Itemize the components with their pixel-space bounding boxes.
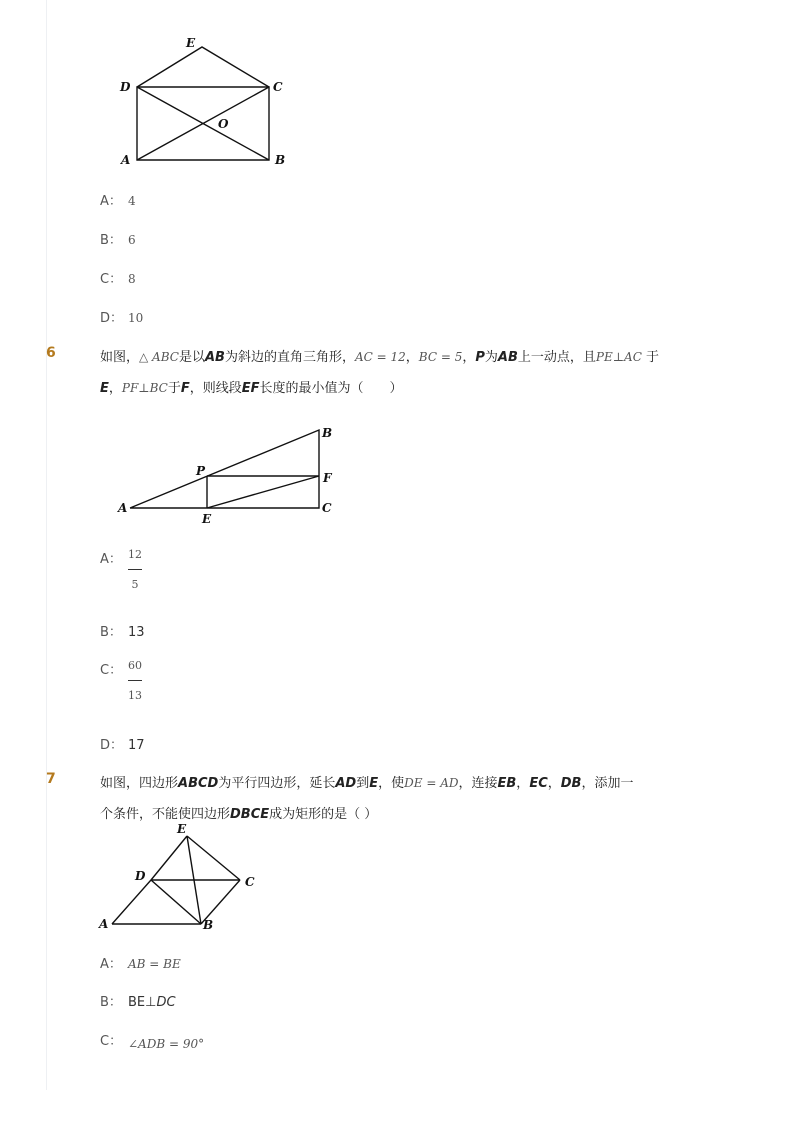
option-value: 10 [128,311,144,325]
q7-label-d: D [135,869,146,883]
option-value: 4 [128,194,136,208]
q5-option-d[interactable] [100,307,143,326]
option-value: AB = BE [128,957,181,971]
q6-label-b: B [322,426,333,440]
option-label: D： [100,738,124,753]
q6-option-a[interactable] [100,548,128,567]
fraction-denominator: 13 [128,689,142,702]
q5-label-d: D [120,80,131,94]
q7-option-a[interactable] [100,953,181,972]
option-value: 13 [128,625,145,640]
option-value: 6 [128,233,136,247]
q6-option-c[interactable] [100,659,128,678]
option-label: B： [100,233,122,248]
q6-label-p: P [196,464,206,478]
q5-roof [137,47,269,87]
left-rule [46,0,47,1090]
option-label: D： [100,311,124,326]
q6-triangle [130,430,319,508]
option-value: 17 [128,738,145,753]
option-label: B： [100,625,122,640]
option-label: C： [100,272,123,287]
q6-figure [110,420,340,530]
option-value-italic: DC [156,995,176,1010]
q6-label-c: C [322,501,332,515]
q7-text-line2: 个条件，不能使四边形DBCE成为矩形的是（ ） [100,807,378,822]
q7-label-b: B [203,918,214,932]
q6-option-b[interactable] [100,621,145,640]
option-label: C： [100,1034,123,1049]
fraction-bar [128,680,142,681]
q6-option-c-fraction [128,659,142,702]
option-label: A： [100,194,122,209]
q7-side-ec [187,836,240,880]
q5-label-b: B [275,153,286,167]
q6-label-e: E [202,512,212,526]
fraction-numerator: 60 [128,659,142,672]
q6-label-a: A [118,501,128,515]
fraction-bar [128,569,142,570]
q7-label-e: E [177,822,187,836]
q5-option-b[interactable] [100,229,136,248]
q6-option-d[interactable] [100,734,145,753]
q7-label-c: C [245,875,255,889]
option-value: ∠ADB = 90° [128,1037,205,1051]
fraction-denominator: 5 [131,578,139,591]
q7-option-b[interactable] [100,991,176,1010]
q6-label-f: F [323,471,332,485]
q7-option-c[interactable] [100,1030,204,1049]
q5-label-e: E [186,36,196,50]
q6-text-line1: 如图，△ ABC是以AB为斜边的直角三角形，AC = 12，BC = 5，P为AB上一动点，且PE⊥AC 于 [100,350,660,365]
q5-label-c: C [273,80,283,94]
q7-number: 7 [46,771,56,787]
q5-figure [110,35,310,175]
q7-segment-db [151,880,201,924]
q7-label-a: A [99,917,109,931]
q5-label-a: A [121,153,131,167]
q5-label-o: O [218,117,229,131]
option-value: 8 [128,272,136,286]
q5-option-c[interactable] [100,268,136,287]
q6-option-a-fraction [128,548,142,591]
option-label: A： [100,957,122,972]
option-label: C： [100,663,123,678]
q7-text-line1: 如图，四边形ABCD为平行四边形，延长AD到E，使DE = AD，连接EB，EC，DB，添加一 [100,776,634,791]
q6-segment-ef [207,476,319,508]
q7-figure [95,818,275,938]
q6-number: 6 [46,345,56,361]
q5-option-a[interactable] [100,190,136,209]
option-label: A： [100,552,122,567]
option-label: B： [100,995,122,1010]
option-value: BE⊥ [128,995,157,1010]
fraction-numerator: 12 [128,548,142,561]
q6-text-line2: E，PF⊥BC于F，则线段EF长度的最小值为（ ） [100,381,403,396]
